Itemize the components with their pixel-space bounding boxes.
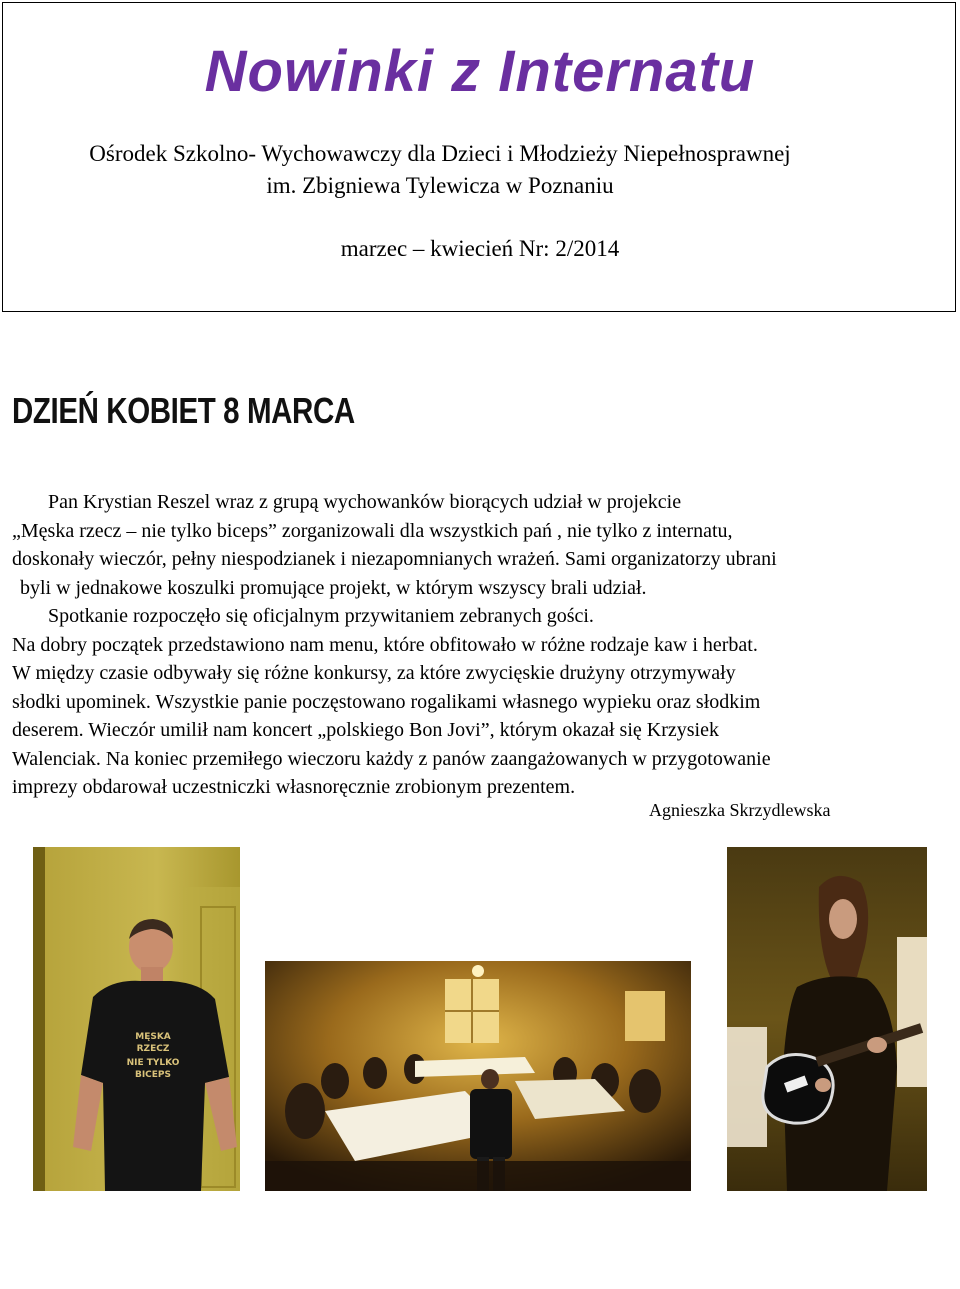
institution-line-1: Ośrodek Szkolno- Wychowawczy dla Dzieci i Młodzieży Niepełnosprawnej <box>89 141 791 166</box>
photo-man-tshirt <box>33 847 240 1191</box>
article-line: Walenciak. Na koniec przemiłego wieczoru każdy z panów zaangażowanych w przygotowanie <box>12 747 771 770</box>
shirt-text-line: MĘSKA <box>135 1032 171 1042</box>
issue-info: marzec – kwiecień Nr: 2/2014 <box>340 236 620 261</box>
article-title: DZIEŃ KOBIET 8 MARCA <box>12 390 355 431</box>
article-author: Agnieszka Skrzydlewska <box>649 800 831 820</box>
article-line: Pan Krystian Reszel wraz z grupą wychowanków biorących udział w projekcie <box>48 491 682 513</box>
shirt-text-line: RZECZ <box>136 1044 170 1054</box>
article-body <box>12 488 952 802</box>
article-line: W między czasie odbywały się różne konkursy, za które zwycięskie drużyny otrzymywały <box>12 662 736 684</box>
institution-line-2: im. Zbigniewa Tylewicza w Poznaniu <box>266 173 614 198</box>
article-line: Spotkanie rozpoczęło się oficjalnym przywitaniem zebranych gości. <box>48 605 594 627</box>
photo-guitarist <box>727 847 927 1191</box>
newsletter-title: Nowinki z Internatu <box>204 39 756 104</box>
shirt-text-line: NIE TYLKO <box>126 1058 180 1068</box>
article-line: byli w jednakowe koszulki promujące projekt, w którym wszyscy brali udział. <box>20 576 647 599</box>
article-line: słodki upominek. Wszystkie panie poczęstowano rogalikami własnego wypieku oraz słodkim <box>12 690 761 713</box>
institution-name <box>0 138 880 202</box>
article-line: deserem. Wieczór umilił nam koncert „polskiego Bon Jovi”, którym okazał się Krzysiek <box>12 719 719 741</box>
shirt-text-line: BICEPS <box>134 1070 172 1080</box>
article-line: Na dobry początek przedstawiono nam menu, które obfitowało w różne rodzaje kaw i herbat. <box>12 633 758 656</box>
article-line: „Męska rzecz – nie tylko biceps” zorganizowali dla wszystkich pań , nie tylko z internatu, <box>12 519 733 542</box>
article-line: doskonały wieczór, pełny niespodzianek i niezapomnianych wrażeń. Sami organizatorzy ubrani <box>12 548 777 570</box>
photo-dinner-hall <box>265 961 691 1191</box>
article-line: imprezy obdarował uczestniczki własnoręcznie zrobionym prezentem. <box>12 776 576 798</box>
